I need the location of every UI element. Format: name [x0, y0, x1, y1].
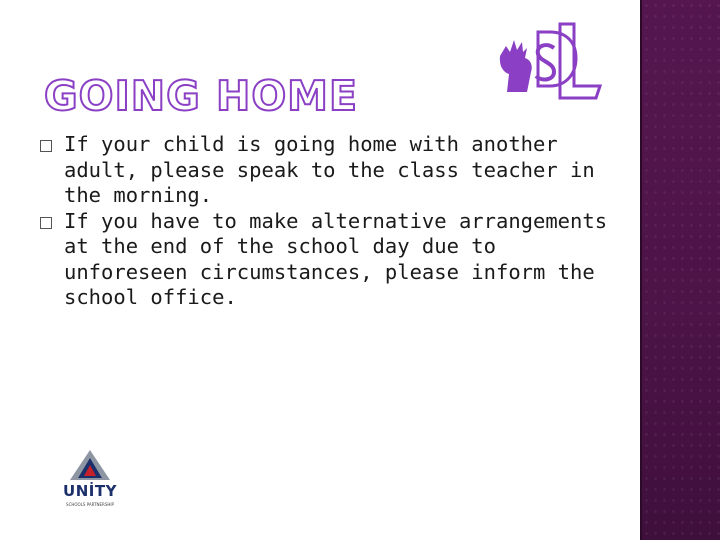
bullet-item [40, 132, 630, 209]
bullet-list [40, 132, 630, 311]
bullet-item [40, 209, 630, 311]
bullet-box-icon [40, 140, 52, 152]
bullet-box-icon [40, 217, 52, 229]
slide-title: GOING HOME [44, 72, 358, 120]
unity-wordmark: UNİTY [63, 482, 117, 500]
bullet-text: If your child is going home with another adult, please speak to the class teacher in the morning. [64, 132, 595, 207]
unity-logo [58, 448, 122, 510]
unity-tagline: SCHOOLS PARTNERSHIP [66, 502, 114, 507]
decorative-sidebar [642, 0, 720, 540]
bullet-text: If you have to make alternative arrangements at the end of the school day due to unforeseen circumstances, please inform the school office. [64, 208, 608, 309]
unity-triangle-icon [58, 448, 122, 482]
school-crest-icon [490, 18, 610, 104]
